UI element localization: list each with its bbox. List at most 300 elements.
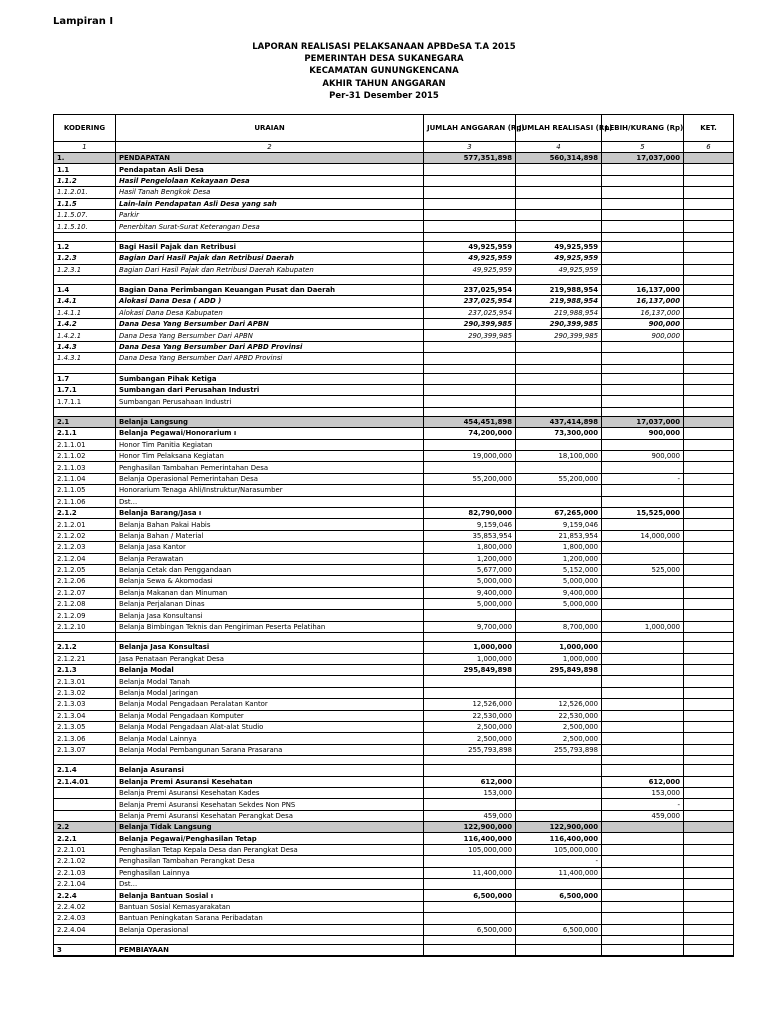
kodering-cell: 2.1.3 xyxy=(54,665,116,676)
realisasi-cell xyxy=(516,799,602,810)
selisih-cell xyxy=(602,699,684,710)
selisih-cell xyxy=(602,676,684,687)
table-row xyxy=(54,319,734,330)
table-row xyxy=(54,462,734,473)
ket-cell xyxy=(684,319,734,330)
table-row xyxy=(54,507,734,518)
kodering-cell: 1.4.2.1 xyxy=(54,330,116,341)
kodering-cell: 2.1.2.04 xyxy=(54,553,116,564)
ket-cell xyxy=(684,879,734,890)
ket-cell xyxy=(684,653,734,664)
uraian-cell: Belanja Premi Asuransi Kesehatan Perangkat Desa xyxy=(116,810,424,821)
anggaran-cell: 35,853,954 xyxy=(424,530,516,541)
selisih-cell xyxy=(602,164,684,175)
table-header-row xyxy=(54,115,734,142)
table-row xyxy=(54,913,734,924)
table-row xyxy=(54,564,734,575)
realisasi-cell: 5,000,000 xyxy=(516,576,602,587)
uraian-cell: Belanja Modal Pengadaan Peralatan Kantor xyxy=(116,699,424,710)
kodering-cell: 1.4 xyxy=(54,284,116,295)
realisasi-cell xyxy=(516,945,602,957)
selisih-cell xyxy=(602,733,684,744)
kodering-cell: 1.1 xyxy=(54,164,116,175)
anggaran-cell: 2,500,000 xyxy=(424,733,516,744)
ket-cell xyxy=(684,373,734,384)
uraian-cell: Jasa Penataan Perangkat Desa xyxy=(116,653,424,664)
realisasi-cell: 1,000,000 xyxy=(516,642,602,653)
ket-cell xyxy=(684,385,734,396)
kodering-cell xyxy=(54,364,116,373)
selisih-cell xyxy=(602,542,684,553)
table-row xyxy=(54,721,734,732)
table-row xyxy=(54,587,734,598)
ket-cell xyxy=(684,164,734,175)
ket-cell xyxy=(684,945,734,957)
selisih-cell xyxy=(602,856,684,867)
uraian-cell: Belanja Modal Tanah xyxy=(116,676,424,687)
uraian-cell: Bagian Dana Perimbangan Keuangan Pusat dan Daerah xyxy=(116,284,424,295)
selisih-cell xyxy=(602,253,684,264)
anggaran-cell: 255,793,898 xyxy=(424,744,516,755)
selisih-cell xyxy=(602,209,684,220)
ket-cell xyxy=(684,439,734,450)
anggaran-cell: 9,700,000 xyxy=(424,621,516,632)
selisih-cell xyxy=(602,519,684,530)
kodering-cell: 2.1.3.03 xyxy=(54,699,116,710)
selisih-cell: 612,000 xyxy=(602,776,684,787)
anggaran-cell: 55,200,000 xyxy=(424,473,516,484)
selisih-cell: 15,525,000 xyxy=(602,507,684,518)
table-row xyxy=(54,519,734,530)
kodering-cell: 2.1.3.01 xyxy=(54,676,116,687)
uraian-cell: Belanja Asuransi xyxy=(116,765,424,776)
anggaran-cell: 122,900,000 xyxy=(424,822,516,833)
selisih-cell xyxy=(602,765,684,776)
table-row xyxy=(54,924,734,935)
anggaran-cell xyxy=(424,633,516,642)
ket-cell xyxy=(684,710,734,721)
anggaran-cell: 5,000,000 xyxy=(424,599,516,610)
kodering-cell: 2.1.3.04 xyxy=(54,710,116,721)
selisih-cell xyxy=(602,385,684,396)
ket-cell xyxy=(684,330,734,341)
anggaran-cell xyxy=(424,879,516,890)
kodering-cell: 2.1.2.03 xyxy=(54,542,116,553)
realisasi-cell: 116,400,000 xyxy=(516,833,602,844)
report-title: LAPORAN REALISASI PELAKSANAAN APBDeSA T.A 2015 xyxy=(252,42,516,52)
table-row xyxy=(54,341,734,352)
ket-cell xyxy=(684,776,734,787)
ket-cell xyxy=(684,744,734,755)
realisasi-cell: 122,900,000 xyxy=(516,822,602,833)
selisih-cell: 525,000 xyxy=(602,564,684,575)
anggaran-cell xyxy=(424,341,516,352)
realisasi-cell xyxy=(516,187,602,198)
kodering-cell: 2.1.2.01 xyxy=(54,519,116,530)
realization-table xyxy=(53,114,734,957)
kodering-cell: 2.2.1 xyxy=(54,833,116,844)
table-row xyxy=(54,844,734,855)
table-row xyxy=(54,765,734,776)
report-government: PEMERINTAH DESA SUKANEGARA xyxy=(304,54,464,65)
uraian-cell: Belanja Perjalanan Dinas xyxy=(116,599,424,610)
table-row xyxy=(54,822,734,833)
ket-cell xyxy=(684,450,734,461)
selisih-cell xyxy=(602,341,684,352)
anggaran-cell xyxy=(424,945,516,957)
uraian-cell: Dana Desa Yang Bersumber Dari APBN xyxy=(116,319,424,330)
table-row xyxy=(54,710,734,721)
uraian-cell: Belanja Modal xyxy=(116,665,424,676)
realisasi-cell: 8,700,000 xyxy=(516,621,602,632)
column-index: 6 xyxy=(684,142,734,153)
selisih-cell xyxy=(602,945,684,957)
selisih-cell xyxy=(602,924,684,935)
kodering-cell: 2.1.2.05 xyxy=(54,564,116,575)
table-row xyxy=(54,733,734,744)
anggaran-cell xyxy=(424,198,516,209)
selisih-cell xyxy=(602,642,684,653)
ket-cell xyxy=(684,221,734,232)
selisih-cell xyxy=(602,879,684,890)
kodering-cell: 1.7.1 xyxy=(54,385,116,396)
kodering-cell: 2.1.3.06 xyxy=(54,733,116,744)
table-row xyxy=(54,776,734,787)
table-row xyxy=(54,232,734,241)
selisih-cell xyxy=(602,396,684,407)
anggaran-cell xyxy=(424,396,516,407)
report-district: KECAMATAN GUNUNGKENCANA xyxy=(309,66,459,77)
selisih-cell xyxy=(602,576,684,587)
kodering-cell: 2.1.2.02 xyxy=(54,530,116,541)
realisasi-cell xyxy=(516,776,602,787)
anggaran-cell: 237,025,954 xyxy=(424,307,516,318)
ket-cell xyxy=(684,553,734,564)
ket-cell xyxy=(684,733,734,744)
ket-cell xyxy=(684,253,734,264)
ket-cell xyxy=(684,507,734,518)
table-row xyxy=(54,353,734,364)
ket-cell xyxy=(684,901,734,912)
table-row xyxy=(54,428,734,439)
table-row xyxy=(54,253,734,264)
anggaran-cell: 237,025,954 xyxy=(424,296,516,307)
selisih-cell xyxy=(602,867,684,878)
selisih-cell: 17,037,000 xyxy=(602,153,684,164)
report-title-block xyxy=(0,41,768,102)
uraian-cell xyxy=(116,364,424,373)
table-row xyxy=(54,665,734,676)
attachment-label: Lampiran I xyxy=(53,16,114,27)
anggaran-cell: 1,200,000 xyxy=(424,553,516,564)
anggaran-cell xyxy=(424,187,516,198)
anggaran-cell: 12,526,000 xyxy=(424,699,516,710)
uraian-cell xyxy=(116,633,424,642)
anggaran-cell: 82,790,000 xyxy=(424,507,516,518)
uraian-cell: PEMBIAYAAN xyxy=(116,945,424,957)
anggaran-cell xyxy=(424,232,516,241)
realisasi-cell: 1,200,000 xyxy=(516,553,602,564)
selisih-cell xyxy=(602,373,684,384)
uraian-cell: Belanja Bahan Pakai Habis xyxy=(116,519,424,530)
header-uraian: URAIAN xyxy=(116,115,424,142)
selisih-cell xyxy=(602,610,684,621)
uraian-cell: Belanja Modal Pembangunan Sarana Prasarana xyxy=(116,744,424,755)
ket-cell xyxy=(684,856,734,867)
ket-cell xyxy=(684,264,734,275)
anggaran-cell: 290,399,985 xyxy=(424,330,516,341)
realisasi-cell: 49,925,959 xyxy=(516,264,602,275)
ket-cell xyxy=(684,676,734,687)
kodering-cell: 2.1.1.05 xyxy=(54,485,116,496)
ket-cell xyxy=(684,699,734,710)
uraian-cell: Belanja Premi Asuransi Kesehatan xyxy=(116,776,424,787)
selisih-cell xyxy=(602,198,684,209)
table-row xyxy=(54,153,734,164)
realisasi-cell: 21,853,954 xyxy=(516,530,602,541)
realisasi-cell: 18,100,000 xyxy=(516,450,602,461)
realisasi-cell: 5,000,000 xyxy=(516,599,602,610)
uraian-cell: Belanja Sewa & Akomodasi xyxy=(116,576,424,587)
kodering-cell: 1.2.3.1 xyxy=(54,264,116,275)
ket-cell xyxy=(684,284,734,295)
table-row xyxy=(54,936,734,945)
ket-cell xyxy=(684,396,734,407)
anggaran-cell: 105,000,000 xyxy=(424,844,516,855)
table-row xyxy=(54,496,734,507)
anggaran-cell: 2,500,000 xyxy=(424,721,516,732)
anggaran-cell xyxy=(424,353,516,364)
selisih-cell xyxy=(602,364,684,373)
anggaran-cell xyxy=(424,676,516,687)
selisih-cell xyxy=(602,833,684,844)
selisih-cell xyxy=(602,241,684,252)
realisasi-cell xyxy=(516,198,602,209)
kodering-cell: 2.1.1.03 xyxy=(54,462,116,473)
anggaran-cell: 577,351,898 xyxy=(424,153,516,164)
uraian-cell: Sumbangan dari Perusahan Industri xyxy=(116,385,424,396)
uraian-cell: Penghasilan Tetap Kepala Desa dan Perangkat Desa xyxy=(116,844,424,855)
realisasi-cell xyxy=(516,485,602,496)
table-row xyxy=(54,833,734,844)
uraian-cell xyxy=(116,407,424,416)
selisih-cell xyxy=(602,599,684,610)
anggaran-cell: 1,000,000 xyxy=(424,642,516,653)
ket-cell xyxy=(684,473,734,484)
uraian-cell xyxy=(116,936,424,945)
kodering-cell: 2.1.3.07 xyxy=(54,744,116,755)
selisih-cell xyxy=(602,232,684,241)
kodering-cell xyxy=(54,232,116,241)
realisasi-cell: 49,925,959 xyxy=(516,241,602,252)
table-row xyxy=(54,756,734,765)
anggaran-cell xyxy=(424,275,516,284)
uraian-cell: Dana Desa Yang Bersumber Dari APBD Provinsi xyxy=(116,353,424,364)
ket-cell xyxy=(684,867,734,878)
ket-cell xyxy=(684,530,734,541)
table-row xyxy=(54,799,734,810)
uraian-cell: Belanja Premi Asuransi Kesehatan Kades xyxy=(116,787,424,798)
realisasi-cell xyxy=(516,439,602,450)
realisasi-cell xyxy=(516,396,602,407)
anggaran-cell: 1,000,000 xyxy=(424,653,516,664)
table-row xyxy=(54,576,734,587)
table-row xyxy=(54,810,734,821)
table-row xyxy=(54,439,734,450)
ket-cell xyxy=(684,241,734,252)
table-row xyxy=(54,198,734,209)
table-row xyxy=(54,307,734,318)
realisasi-cell: 5,152,000 xyxy=(516,564,602,575)
table-row xyxy=(54,856,734,867)
table-row xyxy=(54,530,734,541)
ket-cell xyxy=(684,924,734,935)
table-row xyxy=(54,542,734,553)
uraian-cell: Belanja Langsung xyxy=(116,416,424,427)
report-date: Per-31 Desember 2015 xyxy=(329,90,439,101)
selisih-cell xyxy=(602,553,684,564)
ket-cell xyxy=(684,485,734,496)
realisasi-cell: 219,988,954 xyxy=(516,296,602,307)
table-row xyxy=(54,744,734,755)
anggaran-cell: 295,849,898 xyxy=(424,665,516,676)
kodering-cell: 2.2.1.02 xyxy=(54,856,116,867)
kodering-cell xyxy=(54,799,116,810)
anggaran-cell: 612,000 xyxy=(424,776,516,787)
ket-cell xyxy=(684,610,734,621)
kodering-cell: 2.1.2 xyxy=(54,642,116,653)
ket-cell xyxy=(684,799,734,810)
table-row xyxy=(54,264,734,275)
realisasi-cell: 49,925,959 xyxy=(516,253,602,264)
ket-cell xyxy=(684,642,734,653)
realisasi-cell: 22,530,000 xyxy=(516,710,602,721)
kodering-cell: 2.2.1.01 xyxy=(54,844,116,855)
selisih-cell xyxy=(602,633,684,642)
ket-cell xyxy=(684,890,734,901)
uraian-cell: Honor Tim Pelaksana Kegiatan xyxy=(116,450,424,461)
table-row xyxy=(54,241,734,252)
kodering-cell xyxy=(54,756,116,765)
kodering-cell: 2.1.2.07 xyxy=(54,587,116,598)
anggaran-cell: 5,000,000 xyxy=(424,576,516,587)
anggaran-cell xyxy=(424,756,516,765)
uraian-cell: Belanja Premi Asuransi Kesehatan Sekdes Non PNS xyxy=(116,799,424,810)
realisasi-cell xyxy=(516,787,602,798)
realisasi-cell: 1,000,000 xyxy=(516,653,602,664)
realisasi-cell: 560,314,898 xyxy=(516,153,602,164)
ket-cell xyxy=(684,198,734,209)
selisih-cell xyxy=(602,744,684,755)
kodering-cell: 1.2 xyxy=(54,241,116,252)
uraian-cell: Belanja Bimbingan Teknis dan Pengiriman Peserta Pelatihan xyxy=(116,621,424,632)
ket-cell xyxy=(684,232,734,241)
kodering-cell: 1.4.3.1 xyxy=(54,353,116,364)
realisasi-cell: 73,300,000 xyxy=(516,428,602,439)
ket-cell xyxy=(684,187,734,198)
selisih-cell: - xyxy=(602,799,684,810)
anggaran-cell: 6,500,000 xyxy=(424,890,516,901)
anggaran-cell xyxy=(424,799,516,810)
selisih-cell: 459,000 xyxy=(602,810,684,821)
anggaran-cell: 1,800,000 xyxy=(424,542,516,553)
anggaran-cell: 49,925,959 xyxy=(424,264,516,275)
anggaran-cell xyxy=(424,485,516,496)
uraian-cell: Belanja Bantuan Sosial ı xyxy=(116,890,424,901)
table-row xyxy=(54,945,734,957)
ket-cell xyxy=(684,633,734,642)
uraian-cell: Sumbangan Perusahaan Industri xyxy=(116,396,424,407)
kodering-cell: 2.1.1.04 xyxy=(54,473,116,484)
kodering-cell: 1.7 xyxy=(54,373,116,384)
table-row xyxy=(54,275,734,284)
table-row xyxy=(54,676,734,687)
table-row xyxy=(54,879,734,890)
table-row xyxy=(54,787,734,798)
table-row xyxy=(54,642,734,653)
table-row xyxy=(54,610,734,621)
realisasi-cell xyxy=(516,765,602,776)
ket-cell xyxy=(684,765,734,776)
realisasi-cell: 11,400,000 xyxy=(516,867,602,878)
realisasi-cell: 437,414,898 xyxy=(516,416,602,427)
ket-cell xyxy=(684,913,734,924)
kodering-cell: 2.1 xyxy=(54,416,116,427)
table-row xyxy=(54,553,734,564)
kodering-cell: 1.4.2 xyxy=(54,319,116,330)
kodering-cell: 1.1.2 xyxy=(54,175,116,186)
realisasi-cell: 12,526,000 xyxy=(516,699,602,710)
table-row xyxy=(54,901,734,912)
uraian-cell: Sumbangan Pihak Ketiga xyxy=(116,373,424,384)
kodering-cell: 2.2.4.04 xyxy=(54,924,116,935)
table-row xyxy=(54,890,734,901)
realisasi-cell: 9,400,000 xyxy=(516,587,602,598)
realisasi-cell: 290,399,985 xyxy=(516,330,602,341)
anggaran-cell: 49,925,959 xyxy=(424,253,516,264)
selisih-cell: 900,000 xyxy=(602,428,684,439)
table-row xyxy=(54,699,734,710)
kodering-cell: 3 xyxy=(54,945,116,957)
uraian-cell: Hasil Pengelolaan Kekayaan Desa xyxy=(116,175,424,186)
anggaran-cell: 237,025,954 xyxy=(424,284,516,295)
anggaran-cell: 9,400,000 xyxy=(424,587,516,598)
kodering-cell xyxy=(54,407,116,416)
uraian-cell: PENDAPATAN xyxy=(116,153,424,164)
realisasi-cell: 295,849,898 xyxy=(516,665,602,676)
uraian-cell: Alokasi Dana Desa Kabupaten xyxy=(116,307,424,318)
table-row xyxy=(54,621,734,632)
uraian-cell: Penghasilan Tambahan Pemerintahan Desa xyxy=(116,462,424,473)
anggaran-cell xyxy=(424,765,516,776)
header-jumlah-realisasi: JUMLAH REALISASI (Rp) xyxy=(516,115,602,142)
realisasi-cell xyxy=(516,879,602,890)
uraian-cell: Dst... xyxy=(116,879,424,890)
ket-cell xyxy=(684,364,734,373)
table-row xyxy=(54,175,734,186)
selisih-cell xyxy=(602,462,684,473)
selisih-cell xyxy=(602,665,684,676)
ket-cell xyxy=(684,296,734,307)
selisih-cell: 14,000,000 xyxy=(602,530,684,541)
ket-cell xyxy=(684,153,734,164)
uraian-cell: Dana Desa Yang Bersumber Dari APBN xyxy=(116,330,424,341)
uraian-cell: Bantuan Sosial Kemasyarakatan xyxy=(116,901,424,912)
selisih-cell xyxy=(602,936,684,945)
column-index-row xyxy=(54,142,734,153)
uraian-cell: Belanja Barang/Jasa ı xyxy=(116,507,424,518)
selisih-cell xyxy=(602,587,684,598)
